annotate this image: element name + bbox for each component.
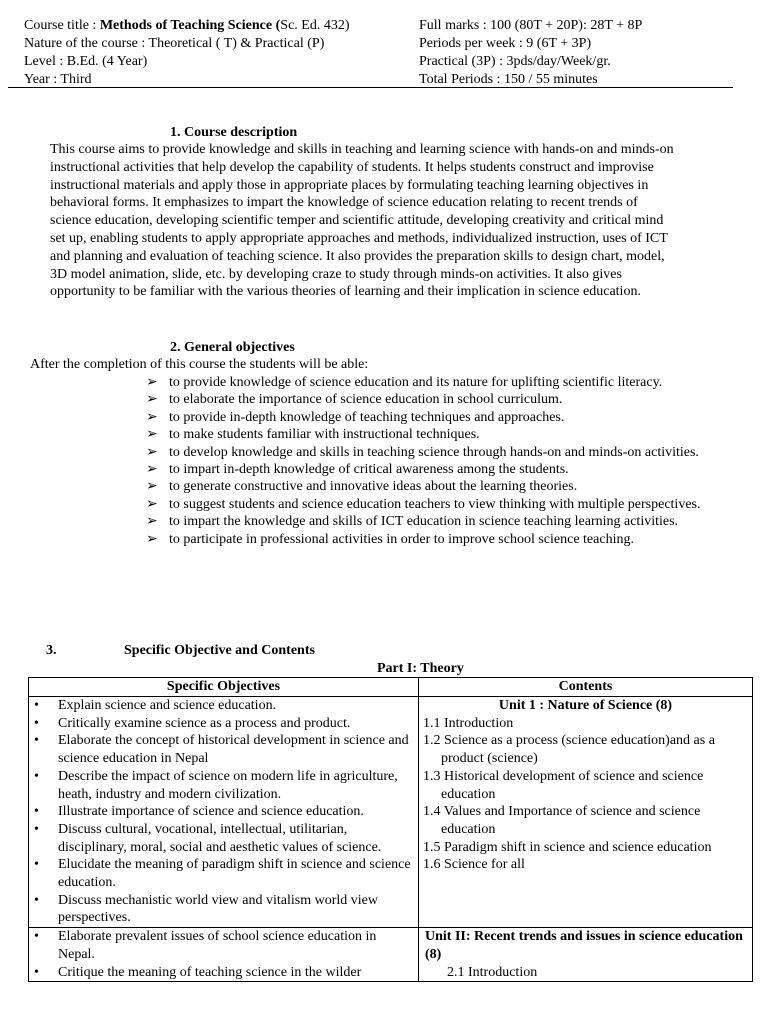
course-description-heading: 1. Course description bbox=[170, 125, 298, 140]
course-level: Level : B.Ed. (4 Year) bbox=[24, 54, 148, 69]
list-item: • Elucidate the meaning of paradigm shift in science and science education. bbox=[29, 856, 418, 891]
periods-per-week: Periods per week : 9 (6T + 3P) bbox=[419, 36, 592, 51]
list-item: ➢ to make students familiar with instructional techniques. bbox=[146, 427, 480, 443]
course-year: Year : Third bbox=[24, 72, 92, 87]
list-item: 1.1 Introduction bbox=[423, 715, 514, 731]
list-item: 2.1 Introduction bbox=[447, 964, 538, 980]
table-row bbox=[29, 697, 753, 928]
objectives-contents-table bbox=[28, 677, 753, 982]
course-description-text: This course aims to provide knowledge and skills in teaching and learning science with hands-on and minds-on instructional activities that help develop the capability of students. It helps students construct and improvise instructional materials and apply those in appropriate places by formulating teaching learning objectives in behavioral forms. It emphasizes to impart the knowledge of science education relating to recent trends of science education, developing scientific temper and scientific attitude, developing creativity and critical mind set up, enabling students to apply appropriate approaches and methods, individualized instruction, uses of ICT and planning and evaluation of teaching science. It also provides the preparation skills to design chart, model, 3D model animation, slide, etc. by developing craze to study through minds-on activities. It also gives opportunity to be familiar with the various theories of learning and their implication in science education. bbox=[50, 142, 674, 300]
arrow-bullet-icon: ➢ bbox=[146, 392, 158, 408]
arrow-bullet-icon: ➢ bbox=[146, 444, 158, 460]
list-item: • Critique the meaning of teaching science in the wilder bbox=[29, 964, 418, 982]
course-nature: Nature of the course : Theoretical ( T) & Practical (P) bbox=[24, 36, 325, 51]
unit2-contents-cell bbox=[419, 928, 753, 982]
list-item: • Illustrate importance of science and science education. bbox=[29, 803, 418, 821]
list-item: • Explain science and science education. bbox=[29, 697, 418, 715]
list-item: ➢ to provide knowledge of science education and its nature for uplifting scientific literacy. bbox=[146, 375, 663, 390]
list-item: ➢ to generate constructive and innovative ideas about the learning theories. bbox=[146, 479, 578, 495]
list-item: ➢ to develop knowledge and skills in teaching science through hands-on and minds-on activities. bbox=[146, 444, 699, 460]
arrow-bullet-icon: ➢ bbox=[146, 496, 158, 512]
list-item: • Elaborate the concept of historical development in science and science education in Nepal bbox=[29, 732, 418, 767]
list-item: ➢ to elaborate the importance of science education in school curriculum. bbox=[146, 392, 563, 408]
part-title: Part I: Theory bbox=[377, 661, 464, 676]
list-item: 1.2 Science as a process (science education)and as a product (science) bbox=[423, 733, 715, 767]
general-objectives-heading: 2. General objectives bbox=[170, 340, 295, 355]
header-divider bbox=[8, 87, 733, 88]
practical-periods: Practical (3P) : 3pds/day/Week/gr. bbox=[419, 54, 611, 69]
arrow-bullet-icon: ➢ bbox=[146, 531, 158, 547]
total-periods: Total Periods : 150 / 55 minutes bbox=[419, 72, 598, 87]
full-marks: Full marks : 100 (80T + 20P): 28T + 8P bbox=[419, 18, 643, 33]
arrow-bullet-icon: ➢ bbox=[146, 514, 158, 530]
section3-number: 3. bbox=[46, 643, 57, 658]
list-item: ➢ to impart the knowledge and skills of ICT education in science teaching learning activities. bbox=[146, 514, 679, 530]
arrow-bullet-icon: ➢ bbox=[146, 479, 158, 495]
general-objectives-intro: After the completion of this course the students will be able: bbox=[30, 357, 369, 372]
unit1-contents-list bbox=[419, 715, 752, 874]
col-header-contents: Contents bbox=[419, 678, 753, 697]
unit1-contents-cell bbox=[419, 697, 753, 928]
list-item: 1.4 Values and Importance of science and science education bbox=[423, 804, 701, 837]
course-title: Course title : Methods of Teaching Science (Sc. Ed. 432) bbox=[24, 18, 350, 33]
general-objectives-list bbox=[146, 374, 706, 548]
list-item: ➢ to suggest students and science education teachers to view thinking with multiple perspectives. bbox=[146, 496, 701, 512]
list-item: 1.6 Science for all bbox=[423, 857, 525, 873]
arrow-bullet-icon: ➢ bbox=[146, 375, 158, 390]
list-item: • Discuss mechanistic world view and vitalism world view perspectives. bbox=[29, 892, 418, 927]
table-header-row bbox=[29, 678, 753, 697]
unit1-objectives-list bbox=[29, 697, 418, 927]
list-item: • Critically examine science as a process and product. bbox=[29, 715, 418, 733]
list-item: ➢ to participate in professional activities in order to improve school science teaching. bbox=[146, 531, 634, 547]
unit2-objectives-cell bbox=[29, 928, 419, 982]
list-item: 1.3 Historical development of science and science education bbox=[423, 768, 704, 802]
unit2-title: Unit II: Recent trends and issues in science education (8) bbox=[425, 929, 743, 962]
list-item: ➢ to impart in-depth knowledge of critical awareness among the students. bbox=[146, 462, 569, 478]
arrow-bullet-icon: ➢ bbox=[146, 427, 158, 443]
arrow-bullet-icon: ➢ bbox=[146, 409, 158, 425]
table-row bbox=[29, 928, 753, 982]
list-item: • Describe the impact of science on modern life in agriculture, heath, industry and modern civilization. bbox=[29, 768, 418, 803]
list-item: ➢ to provide in-depth knowledge of teaching techniques and approaches. bbox=[146, 409, 565, 425]
list-item: • Elaborate prevalent issues of school science education in Nepal. bbox=[29, 928, 418, 963]
list-item: 1.5 Paradigm shift in science and science education bbox=[423, 839, 712, 855]
unit1-title: Unit 1 : Nature of Science (8) bbox=[498, 698, 673, 713]
col-header-objectives: Specific Objectives bbox=[29, 678, 419, 697]
list-item: • Discuss cultural, vocational, intellectual, utilitarian, disciplinary, moral, social and aesthetic values of science. bbox=[29, 821, 418, 856]
unit1-objectives-cell bbox=[29, 697, 419, 928]
arrow-bullet-icon: ➢ bbox=[146, 462, 158, 478]
section3-heading: Specific Objective and Contents bbox=[124, 643, 315, 658]
unit2-objectives-list bbox=[29, 928, 418, 981]
